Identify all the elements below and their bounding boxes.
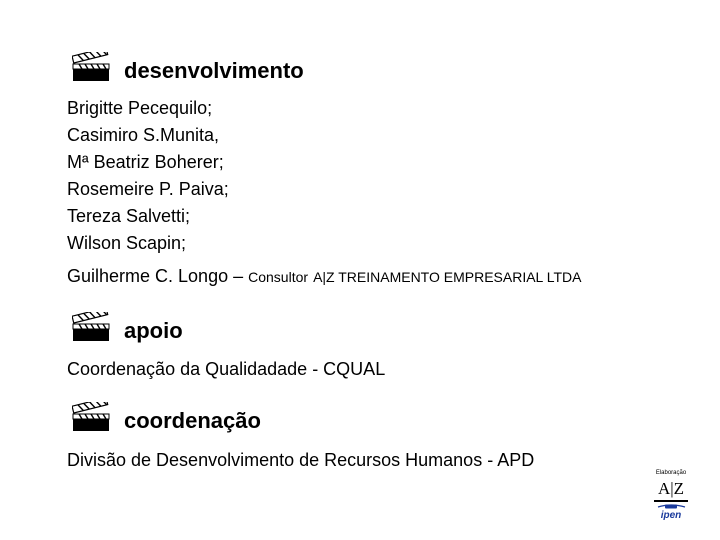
- team-member: Wilson Scapin;: [67, 233, 187, 253]
- team-member: Casimiro S.Munita,: [67, 125, 220, 145]
- section-title-coordenacao: coordenação: [124, 408, 261, 433]
- apoio-line: Coordenação da Qualidadade - CQUAL: [67, 359, 386, 379]
- clapperboard-icon: [72, 402, 112, 432]
- coordenacao-line: Divisão de Desenvolvimento de Recursos Humanos - APD: [67, 450, 535, 470]
- consultant-name: Guilherme C. Longo –: [67, 266, 244, 286]
- consultant-company: A|Z TREINAMENTO EMPRESARIAL LTDA: [313, 269, 582, 285]
- section-title-desenvolvimento: desenvolvimento: [124, 58, 304, 83]
- team-member: Rosemeire P. Paiva;: [67, 179, 229, 199]
- team-member: Mª Beatriz Boherer;: [67, 152, 224, 172]
- ipen-logo: [652, 504, 690, 520]
- az-logo: [654, 478, 688, 502]
- ipen-logo-text: ipen: [660, 510, 682, 520]
- team-member: Tereza Salvetti;: [67, 206, 191, 226]
- logo-caption: Elaboração: [655, 470, 687, 476]
- clapperboard-icon: [72, 52, 112, 82]
- team-member: Brigitte Pecequilo;: [67, 98, 213, 118]
- consultant-role: Consultor: [248, 269, 309, 285]
- logo-block: [648, 470, 694, 524]
- section-title-apoio: apoio: [124, 318, 183, 343]
- team-member-consultant: [67, 265, 581, 288]
- clapperboard-icon: [72, 312, 112, 342]
- az-logo-mark: A|Z: [657, 479, 685, 498]
